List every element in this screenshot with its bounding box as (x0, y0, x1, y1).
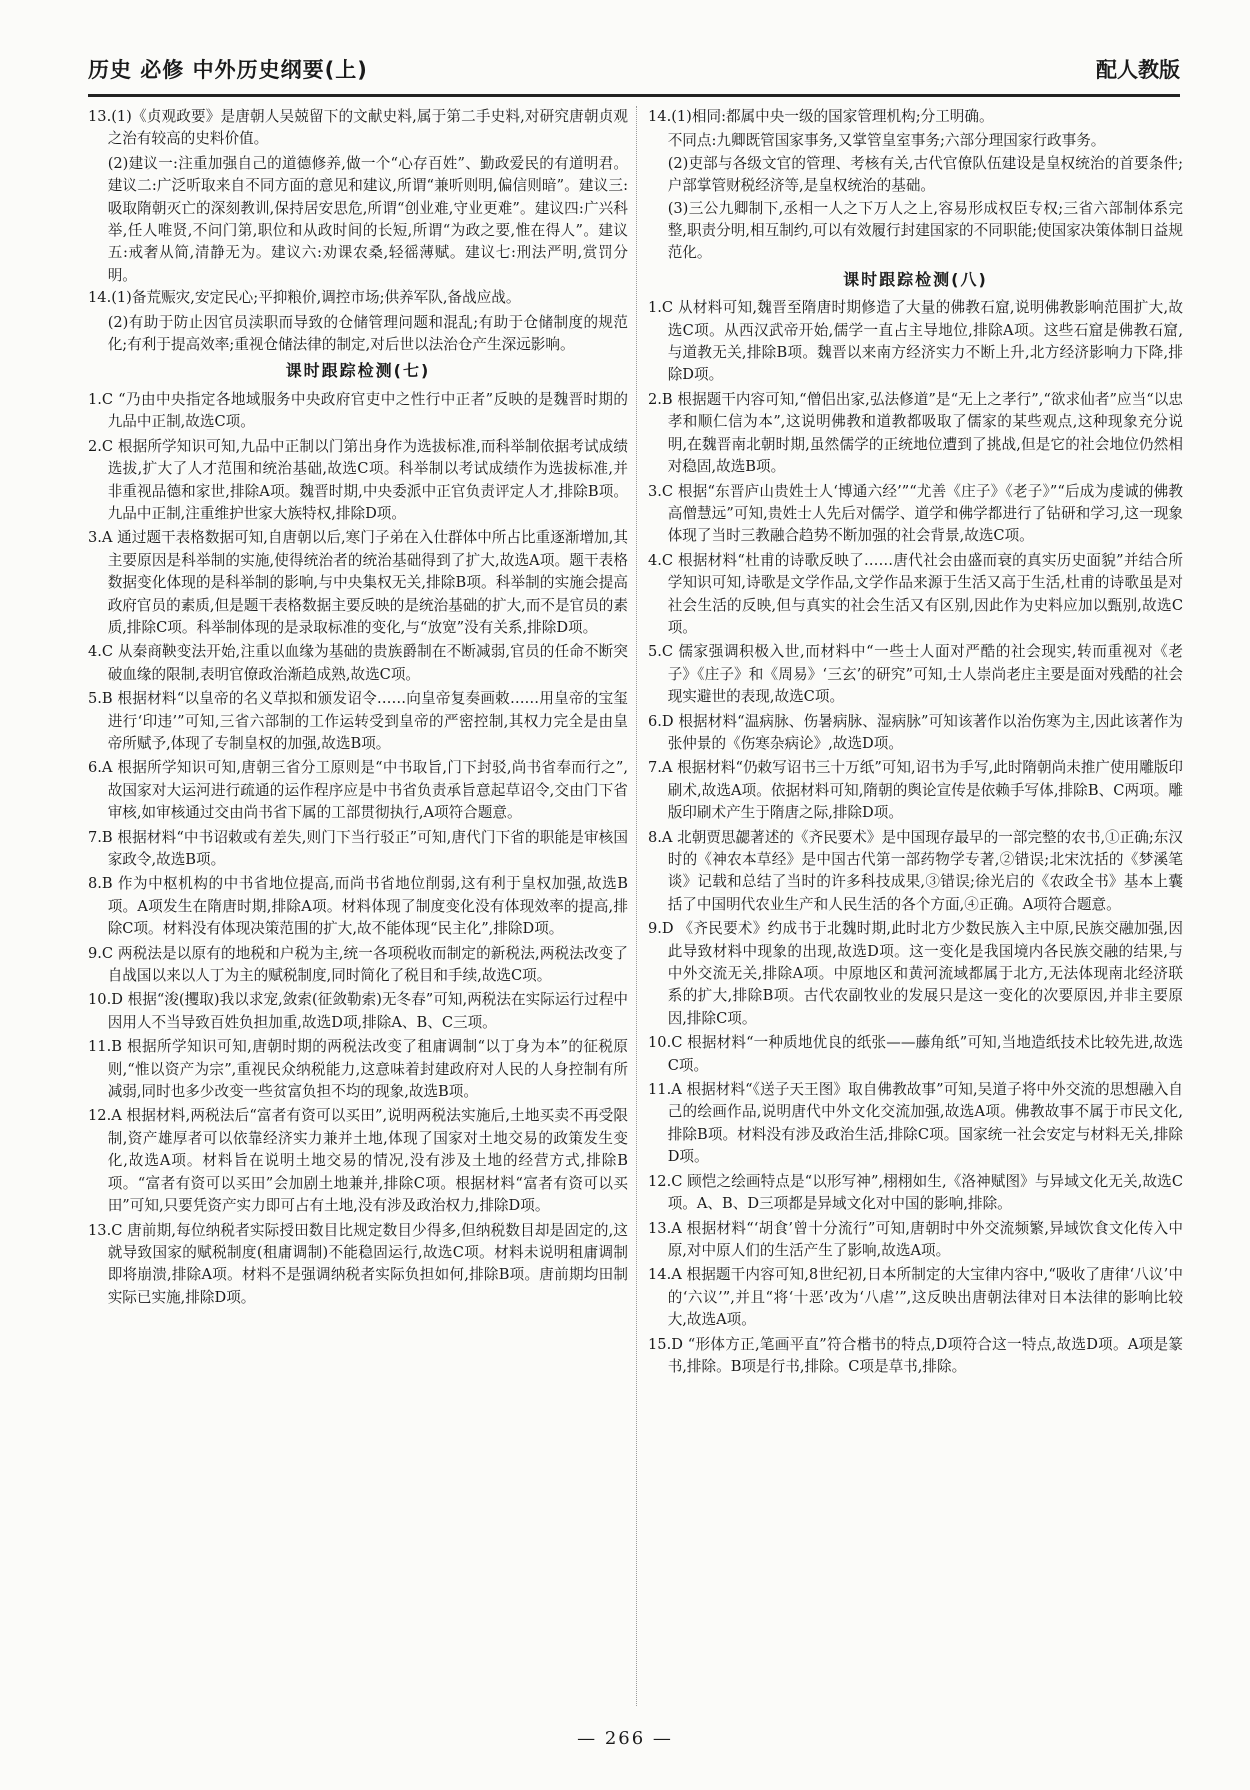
answer-14-diff: 不同点:九卿既管国家事务,又掌管皇室事务;六部分理国家行政事务。 (667, 132, 1106, 150)
answer-item: 3.C 根据“东晋庐山贵姓士人‘博通六经’”“尤善《庄子》《老子》”“后成为虔诚的佛教高僧慧远”可知,贵姓士人先后对儒学、道学和佛学都进行了钻研和学习,这一现象体现了当时三教融合趋势不断加强的社会背景,故选C项。 (648, 482, 1183, 545)
answer-item: 2.B 根据题干内容可知,“僧侣出家,弘法修道”是“无上之孝行”,“欲求仙者”应当“以忠孝和顺仁信为本”,这说明佛教和道教都吸取了儒家的某些观点,这种现象充分说明,在魏晋南北朝时期,虽然儒学的正统地位遭到了挑战,但是它的社会地位仍然相对稳固,故选B项。 (648, 390, 1183, 476)
answer-14-part2: (2)有助于防止因官员渎职而导致的仓储管理问题和混乱;有助于仓储制度的规范化;有利于提高效率;重视仓储法律的制定,对后世以法治仓产生深远影响。 (107, 313, 628, 354)
answer-item: 4.C 根据材料“杜甫的诗歌反映了……唐代社会由盛而衰的真实历史面貌”并结合所学知识可知,诗歌是文学作品,文学作品来源于生活又高于生活,杜甫的诗歌虽是对社会生活的反映,但与真实的社会生活又有区别,因此作为史料应加以甄别,故选C项。 (648, 551, 1183, 636)
answer-item: 2.C 根据所学知识可知,九品中正制以门第出身作为选拔标准,而科举制依据考试成绩选拔,扩大了人才范围和统治基础,故选C项。科举制以考试成绩作为选拔标准,并非重视品德和家世,排除A项。魏晋时期,中央委派中正官负责评定人才,排除B项。九品中正制,注重维护世家大族特权,排除D项。 (88, 437, 628, 522)
answer-item: 8.A 北朝贾思勰著述的《齐民要术》是中国现存最早的一部完整的农书,①正确;东汉时的《神农本草经》是中国古代第一部药物学专著,②错误;北宋沈括的《梦溪笔谈》记载和总结了当时的许多科技成果,③错误;徐光启的《农政全书》基本上囊括了中国明代农业生产和人民生活的各个方面,④正确。A项符合题意。 (648, 828, 1183, 913)
answer-item: 11.B 根据所学知识可知,唐朝时期的两税法改变了租庸调制“以丁身为本”的征税原则,“惟以资产为宗”,重视民众纳税能力,这意味着封建政府对人民的人身控制有所减弱,同时也多少改变一些贫富负担不均的现象,故选B项。 (88, 1038, 628, 1101)
answer-item: 14.A 根据题干内容可知,8世纪初,日本所制定的大宝律内容中,“吸收了唐律‘八议’中的‘六议’”,并且“将‘十恶’改为‘八虐’”,这反映出唐朝法律对日本法律的影响比较大,故选A项。 (648, 1266, 1183, 1329)
answer-item: 11.A 根据材料“《送子天王图》取自佛教故事”可知,吴道子将中外交流的思想融入自己的绘画作品,说明唐代中外文化交流加强,故选A项。佛教故事不属于市民文化,排除B项。材料没有涉及政治生活,排除C项。国家统一社会安定与材料无关,排除D项。 (648, 1081, 1183, 1166)
right-column (648, 106, 1183, 1706)
column-divider (636, 106, 637, 1706)
answer-13: 13.(1)《贞观政要》是唐朝人吴兢留下的文献史料,属于第二手史料,对研究唐朝贞观之治有较高的史料价值。 (88, 108, 628, 148)
answer-item: 9.C 两税法是以原有的地税和户税为主,统一各项税收而制定的新税法,两税法改变了自战国以来以人丁为主的赋税制度,同时简化了税目和手续,故选C项。 (88, 944, 628, 985)
answer-item: 12.C 顾恺之绘画特点是“以形写神”,栩栩如生,《洛神赋图》与异域文化无关,故选C项。A、B、D三项都是异域文化对中国的影响,排除。 (648, 1172, 1183, 1213)
answer-item: 1.C 从材料可知,魏晋至隋唐时期修造了大量的佛教石窟,说明佛教影响范围扩大,故选C项。从西汉武帝开始,儒学一直占主导地位,排除A项。这些石窟是佛教石窟,与道教无关,排除B项。魏晋以来南方经济实力不断上升,北方经济影响力下降,排除D项。 (648, 299, 1183, 384)
page-number: — 266 — (577, 1728, 673, 1749)
answer-item: 4.C 从秦商鞅变法开始,注重以血缘为基础的贵族爵制在不断减弱,官员的任命不断突破血缘的限制,表明官僚政治渐趋成熟,故选C项。 (88, 643, 628, 683)
answer-item: 8.B 作为中枢机构的中书省地位提高,而尚书省地位削弱,这有利于皇权加强,故选B项。A项发生在隋唐时期,排除A项。材料体现了制度变化没有体现效率的提高,排除C项。材料没有体现决策范围的扩大,故不能体现“民主化”,排除D项。 (88, 875, 628, 938)
left-column (88, 106, 628, 1706)
answer-item: 5.C 儒家强调积极入世,而材料中“一些士人面对严酷的社会现实,转而重视对《老子》《庄子》和《周易》‘三玄’的研究”可知,士人崇尚老庄主要是面对残酷的社会现实避世的表现,故选C项。 (648, 643, 1183, 706)
answer-item: 7.B 根据材料“中书诏敕或有差失,则门下当行驳正”可知,唐代门下省的职能是审核国家政令,故选B项。 (88, 828, 628, 868)
answer-item: 15.D “形体方正,笔画平直”符合楷书的特点,D项符合这一特点,故选D项。A项是篆书,排除。B项是行书,排除。C项是草书,排除。 (648, 1335, 1183, 1375)
page-header (88, 54, 1180, 97)
section-title-7: 课时跟踪检测(七) (285, 361, 431, 381)
answer-item: 3.A 通过题干表格数据可知,自唐朝以后,寒门子弟在入仕群体中所占比重逐渐增加,其主要原因是科举制的实施,使得统治者的统治基础得到了扩大,故选A项。题干表格数据变化体现的是科举制的影响,与中央集权无关,排除B项。科举制的实施会提高政府官员的素质,但是题干表格数据主要反映的是统治基础的扩大,而不是官员的素质,排除C项。科举制体现的是录取标准的变化,与“放宽”没有关系,排除D项。 (88, 529, 628, 636)
answer-item: 5.B 根据材料“以皇帝的名义草拟和颁发诏令……向皇帝复奏画敕……用皇帝的宝玺进行‘印违’”可知,三省六部制的工作运转受到皇帝的严密控制,其权力完全是由皇帝所赋予,体现了专制皇权的加强,故选B项。 (88, 690, 628, 752)
answer-14: 14.(1)备荒赈灾,安定民心;平抑粮价,调控市场;供养军队,备战应战。 (88, 289, 521, 307)
section-title-8: 课时跟踪检测(八) (843, 269, 988, 289)
answer-item: 9.D 《齐民要术》约成书于北魏时期,此时北方少数民族入主中原,民族交融加强,因此导致材料中现象的出现,故选D项。这一变化是我国境内各民族交融的结果,与中外交流无关,排除A项。中原地区和黄河流域都属于北方,无法体现南北经济联系的扩大,排除B项。古代农副牧业的发展只是这一变化的次要原因,并非主要原因,排除C项。 (648, 920, 1183, 1027)
answer-14: 14.(1)相同:都属中央一级的国家管理机构;分工明确。 (648, 108, 994, 125)
answer-item: 10.D 根据“浚(攫取)我以求宠,敛索(征敛勒索)无冬春”可知,两税法在实际运行过程中因用人不当导致百姓负担加重,故选D项,排除A、B、C三项。 (88, 991, 628, 1031)
answer-item: 10.C 根据材料“一种质地优良的纸张——藤角纸”可知,当地造纸技术比较先进,故选C项。 (648, 1034, 1183, 1074)
book-title: 历史 必修 中外历史纲要(上) (88, 58, 368, 82)
answer-item: 6.D 根据材料“温病脉、伤暑病脉、湿病脉”可知该著作以治伤寒为主,因此该著作为张仲景的《伤寒杂病论》,故选D项。 (648, 712, 1183, 752)
answer-14-part3: (3)三公九卿制下,丞相一人之下万人之上,容易形成权臣专权;三省六部制体系完整,职责分明,相互制约,可以有效履行封建国家的不同职能;使国家决策体制日益规范化。 (667, 199, 1183, 262)
answer-13-part2: (2)建议一:注重加强自己的道德修养,做一个“心存百姓”、勤政爱民的有道明君。建议二:广泛听取来自不同方面的意见和建议,所谓“兼听则明,偏信则暗”。建议三:吸取隋朝灭亡的深刻教训,保持居安思危,所谓“创业难,守业更难”。建议四:广兴科举,任人唯贤,不问门第,职位和从政时间的长短,所谓“为政之要,惟在得人”。建议五:戒奢从简,清静无为。建议六:劝课农桑,轻徭薄赋。建议七:刑法严明,赏罚分明。 (107, 154, 628, 284)
answer-14-part2: (2)吏部与各级文官的管理、考核有关,古代官僚队伍建设是皇权统治的首要条件;户部掌管财税经济等,是皇权统治的基础。 (667, 154, 1183, 195)
answer-item: 13.A 根据材料“‘胡食’曾十分流行”可知,唐朝时中外交流频繁,异域饮食文化传入中原,对中原人们的生活产生了影响,故选A项。 (648, 1219, 1183, 1259)
answer-item: 12.A 根据材料,两税法后“富者有资可以买田”,说明两税法实施后,土地买卖不再受限制,资产雄厚者可以依靠经济实力兼并土地,体现了国家对土地交易的政策发生变化,故选A项。材料旨在说明土地交易的情况,没有涉及土地的经营方式,排除B项。“富者有资可以买田”会加剧土地兼并,排除C项。根据材料“富者有资可以买田”可知,只要凭资产实力即可占有土地,没有涉及政治权力,排除D项。 (88, 1107, 628, 1215)
answer-item: 1.C “乃由中央指定各地域服务中央政府官吏中之性行中正者”反映的是魏晋时期的九品中正制,故选C项。 (88, 390, 628, 431)
answer-item: 6.A 根据所学知识可知,唐朝三省分工原则是“中书取旨,门下封驳,尚书省奉而行之”,故国家对大运河进行疏通的运作程序应是中书省负责承旨意起草诏令,交由门下省审核,如审核通过交由尚书省下属的工部贯彻执行,A项符合题意。 (88, 759, 628, 822)
answer-item: 7.A 根据材料“仍敕写诏书三十万纸”可知,诏书为手写,此时隋朝尚未推广使用雕版印刷术,故选A项。依据材料可知,隋朝的舆论宣传是依赖手写体,排除B、C两项。雕版印刷术产生于隋唐之际,排除D项。 (648, 759, 1183, 822)
edition-label: 配人教版 (1096, 58, 1180, 82)
answer-item: 13.C 唐前期,每位纳税者实际授田数目比规定数目少得多,但纳税数目却是固定的,这就导致国家的赋税制度(租庸调制)不能稳固运行,故选C项。材料未说明租庸调制即将崩溃,排除A项。材料不是强调纳税者实际负担如何,排除B项。唐前期均田制实际已实施,排除D项。 (88, 1221, 628, 1306)
